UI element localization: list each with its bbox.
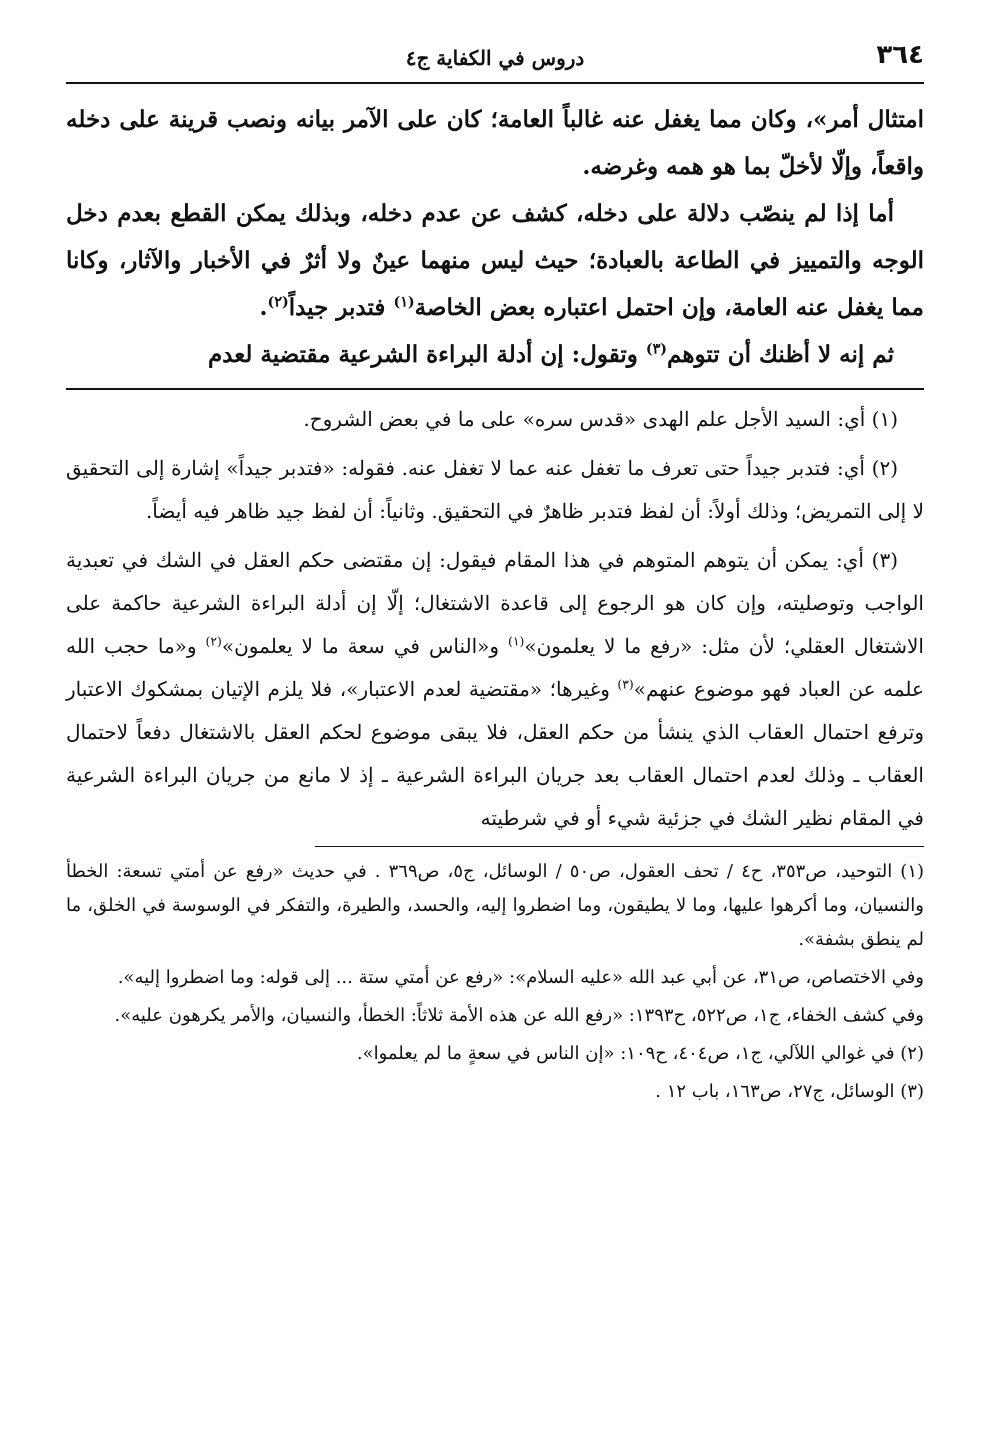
footnote-ref-1: (١) (393, 294, 415, 311)
sub-footnote-1-continued-2: وفي كشف الخفاء، ج١، ص٥٢٢، ح١٣٩٣: «رفع الله عن هذه الأمة ثلاثاً: الخطأ، والنسيان، والأمر يكرهون عليه». (114, 1005, 924, 1026)
sub-footnote-1-continued: وفي الاختصاص، ص٣١، عن أبي عبد الله «عليه السلام»: «رفع عن أمتي ستة ... إلى قوله: وما اضطروا إليه». (117, 967, 924, 988)
main-paragraph-3 (66, 331, 924, 378)
sub-footnote-3: (٣) الوسائل، ج٢٧، ص١٦٣، باب ١٢ . (655, 1081, 924, 1102)
book-page (66, 40, 924, 1113)
footnote-3-text-c: و«ما حجب الله علمه عن العباد فهو موضوع عنهم» (66, 634, 924, 701)
footnote-ref-2: (٢) (267, 294, 289, 311)
main-paragraph-2 (66, 190, 924, 331)
footnote-3 (66, 539, 924, 840)
main-paragraph-3-continued: وتقول: إن أدلة البراءة الشرعية مقتضية لعدم (207, 341, 646, 368)
sub-footnote-1: (١) التوحيد، ص٣٥٣، ح٤ / تحف العقول، ص٥٠ / الوسائل، ج٥، ص٣٦٩ . في حديث «رفع عن أمتي تسعة: الخطأ والنسيان، وما أكرهوا عليها، وما لا يطيقون، وما اضطروا إليه، والحسد، والطيرة، والتفكر في الوسوسة في الخلق، ما لم ينطق بشفة». (66, 861, 925, 950)
footnotes (66, 398, 924, 840)
footnote-3-text-a: (٣) أي: يمكن أن يتوهم المتوهم في هذا المقام فيقول: إن مقتضى حكم العقل في الشك في تعبدية الواجب وتوصليته، وإن كان هو الرجوع إلى قاعدة الاشتغال؛ إلّا إن أدلة البراءة الشرعية حاكمة على الاشتغال العقلي؛ لأن مثل: «رفع ما لا يعلمون» (66, 548, 924, 658)
running-title: دروس في الكفاية ج٤ (405, 46, 585, 70)
footnote-divider (66, 388, 924, 390)
page-header (66, 40, 924, 84)
footnote-3-text-d: وغيرها؛ «مقتضية لعدم الاعتبار»، فلا يلزم الإتيان بمشكوك الاعتبار وترفع احتمال العقاب الذي ينشأ من حكم العقل، فلا يبقى موضوع لحكم العقل بالاشتغال دفعاً لاحتمال العقاب ـ وذلك لعدم احتمال العقاب بعد جريان البراءة الشرعية ـ إذ لا مانع من جريان البراءة الشرعية في المقام نظير الشك في جزئية شيء أو في شرطيته (66, 677, 924, 830)
sub-footnote-ref-2: (٢) (205, 633, 222, 649)
footnote-ref-3: (٣) (645, 341, 668, 358)
main-paragraph-1: امتثال أمر»، وكان مما يغفل عنه غالباً العامة؛ كان على الآمر بيانه ونصب قرينة على دخله واقعاً، وإلّا لأخلّ بما هو همه وغرضه. (66, 106, 924, 180)
main-paragraph-2-text: أما إذا لم ينصّب دلالة على دخله، كشف عن عدم دخله، وبذلك يمكن القطع بعدم دخل الوجه والتمييز في الطاعة بالعبادة؛ حيث ليس منهما عينٌ ولا أثرٌ في الأخبار والآثار، وكانا مما يغفل عنه العامة، وإن احتمل اعتباره بعض الخاصة (66, 200, 924, 321)
page-number: ٣٦٤ (876, 40, 924, 70)
sub-footnote-divider (315, 846, 924, 847)
main-paragraph-3-text: ثم إنه لا أظنك أن تتوهم (667, 341, 894, 368)
sub-footnote-ref-3: (٣) (617, 676, 634, 692)
sub-footnote-2: (٢) في غوالي اللآلي، ج١، ص٤٠٤، ح١٠٩: «إن الناس في سعةٍ ما لم يعلموا». (356, 1043, 924, 1064)
footnote-3-text-b: و«الناس في سعة ما لا يعلمون» (221, 634, 509, 658)
main-text (66, 96, 924, 378)
sub-footnote-ref-1: (١) (508, 633, 525, 649)
footnote-1: (١) أي: السيد الأجل علم الهدى «قدس سره» على ما في بعض الشروح. (303, 407, 898, 431)
sub-footnotes (66, 855, 924, 1109)
footnote-2: (٢) أي: فتدبر جيداً حتى تعرف ما تغفل عنه عما لا تغفل عنه. فقوله: «فتدبر جيداً» إشارة إلى التحقيق لا إلى التمريض؛ وذلك أولاً: أن لفظ فتدبر ظاهرٌ في التحقيق. وثانياً: أن لفظ جيد ظاهر فيه أيضاً. (66, 456, 924, 523)
main-paragraph-2-continued: فتدبر جيداً (288, 294, 394, 321)
main-paragraph-2-end: . (259, 294, 268, 321)
